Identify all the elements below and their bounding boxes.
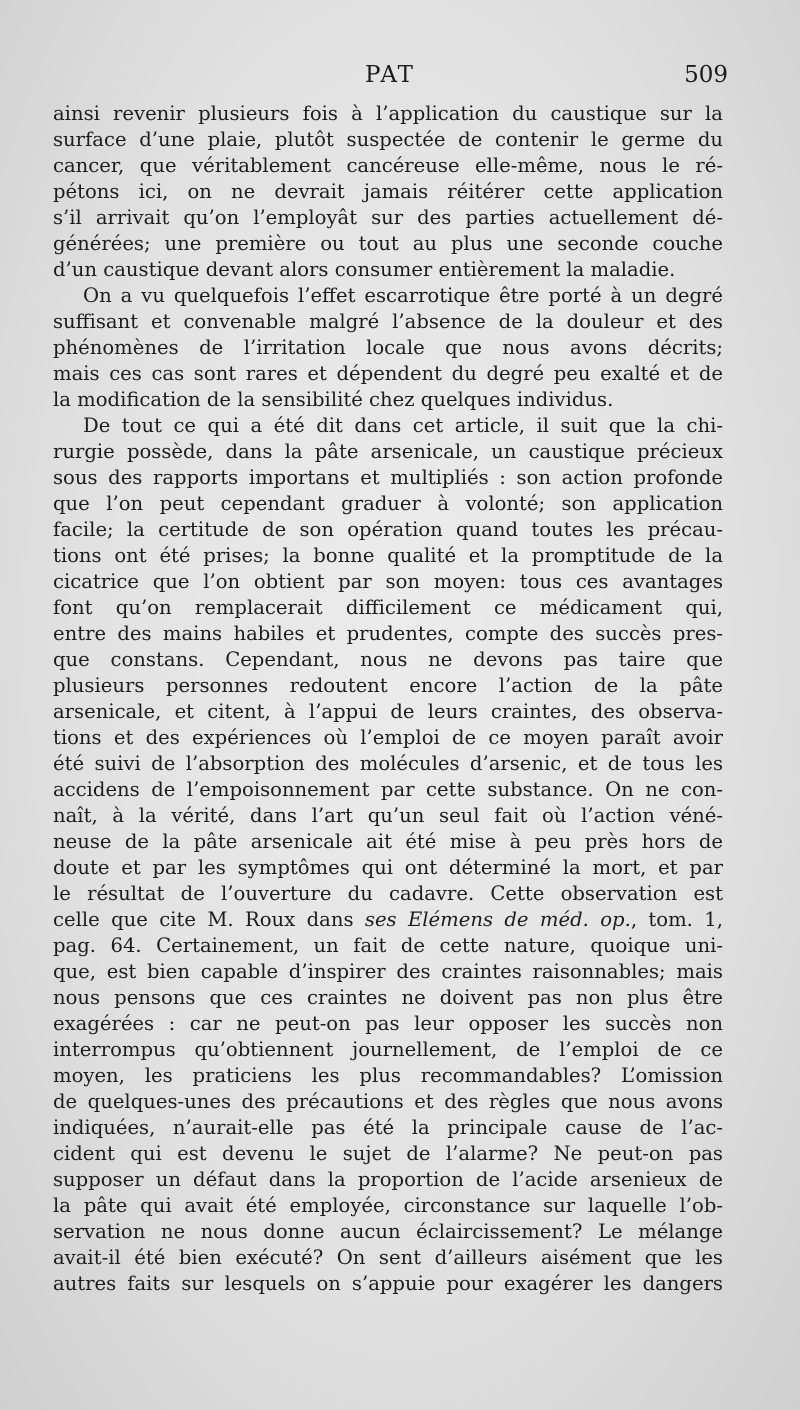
text-line: sous des rapports importans et multipliés : son action profonde [53, 466, 723, 489]
text-line: autres faits sur lesquels on s’appuie pour exagérer les dangers [53, 1272, 723, 1295]
text-line: que l’on peut cependant graduer à volonté; son application [53, 492, 723, 515]
citation-lead: celle que cite M. Roux dans [53, 908, 365, 931]
text-line: ainsi revenir plusieurs fois à l’application du caustique sur la [53, 102, 723, 125]
text-line: nous pensons que ces craintes ne doivent pas non plus être [53, 986, 723, 1009]
paragraph-first-line: De tout ce qui a été dit dans cet article, il suit que la chi- [83, 414, 723, 437]
text-line: entre des mains habiles et prudentes, compte des succès pres- [53, 622, 723, 645]
text-line: naît, à la vérité, dans l’art qu’un seul fait où l’action véné- [53, 804, 723, 827]
text-line: suffisant et convenable malgré l’absence de la douleur et des [53, 310, 723, 333]
text-line: plusieurs personnes redoutent encore l’action de la pâte [53, 674, 723, 697]
text-line: cident qui est devenu le sujet de l’alarme? Ne peut-on pas [53, 1142, 723, 1165]
text-line: facile; la certitude de son opération quand toutes les précau- [53, 518, 723, 541]
text-line: tions ont été prises; la bonne qualité et la promptitude de la [53, 544, 723, 567]
text-line: que constans. Cependant, nous ne devons pas taire que [53, 648, 723, 671]
citation-title: ses Elémens de méd. op. [364, 908, 631, 931]
citation-volume: , tom. 1, [630, 908, 723, 931]
text-line: exagérées : car ne peut-on pas leur opposer les succès non [53, 1012, 723, 1035]
text-line: avait-il été bien exécuté? On sent d’ailleurs aisément que les [53, 1246, 723, 1269]
text-line-with-citation [53, 907, 723, 933]
body-text [53, 101, 723, 1297]
text-line: neuse de la pâte arsenicale ait été mise à peu près hors de [53, 830, 723, 853]
text-line: que, est bien capable d’inspirer des craintes raisonnables; mais [53, 960, 723, 983]
text-line: pétons ici, on ne devrait jamais réitérer cette application [53, 180, 723, 203]
text-line: arsenicale, et citent, à l’appui de leurs craintes, des observa- [53, 700, 723, 723]
running-title: PAT [364, 62, 416, 88]
text-line: pag. 64. Certainement, un fait de cette nature, quoique uni- [53, 934, 723, 957]
text-line: font qu’on remplacerait difficilement ce médicament qui, [53, 596, 723, 619]
paragraph-first-line: On a vu quelquefois l’effet escarrotique être porté à un degré [83, 284, 723, 307]
running-head [52, 62, 728, 96]
text-line: cicatrice que l’on obtient par son moyen: tous ces avantages [53, 570, 723, 593]
text-line: s’il arrivait qu’on l’employât sur des parties actuellement dé- [53, 206, 723, 229]
text-line: la pâte qui avait été employée, circonstance sur laquelle l’ob- [53, 1194, 723, 1217]
text-line: interrompus qu’obtiennent journellement, de l’emploi de ce [53, 1038, 723, 1061]
text-line: indiquées, n’aurait-elle pas été la principale cause de l’ac- [53, 1116, 723, 1139]
text-line: servation ne nous donne aucun éclaircissement? Le mélange [53, 1220, 723, 1243]
text-line: tions et des expériences où l’emploi de ce moyen paraît avoir [53, 726, 723, 749]
text-line: phénomènes de l’irritation locale que nous avons décrits; [53, 336, 723, 359]
text-line: doute et par les symptômes qui ont déterminé la mort, et par [53, 856, 723, 879]
text-line: supposer un défaut dans la proportion de l’acide arsenieux de [53, 1168, 723, 1191]
text-line: le résultat de l’ouverture du cadavre. Cette observation est [53, 882, 723, 905]
text-line: rurgie possède, dans la pâte arsenicale, un caustique précieux [53, 440, 723, 463]
text-line: cancer, que véritablement cancéreuse elle-même, nous le ré- [53, 154, 723, 177]
text-line: la modification de la sensibilité chez quelques individus. [53, 388, 614, 411]
text-line: été suivi de l’absorption des molécules d’arsenic, et de tous les [53, 752, 723, 775]
text-line: générées; une première ou tout au plus une seconde couche [53, 232, 723, 255]
text-line: moyen, les praticiens les plus recommandables? L’omission [53, 1064, 723, 1087]
text-line: d’un caustique devant alors consumer entièrement la maladie. [53, 258, 676, 281]
text-line: de quelques-unes des précautions et des règles que nous avons [53, 1090, 723, 1113]
text-line: surface d’une plaie, plutôt suspectée de contenir le germe du [53, 128, 723, 151]
text-line: accidens de l’empoisonnement par cette substance. On ne con- [53, 778, 723, 801]
text-line: mais ces cas sont rares et dépendent du degré peu exalté et de [53, 362, 723, 385]
page-number: 509 [684, 62, 728, 88]
